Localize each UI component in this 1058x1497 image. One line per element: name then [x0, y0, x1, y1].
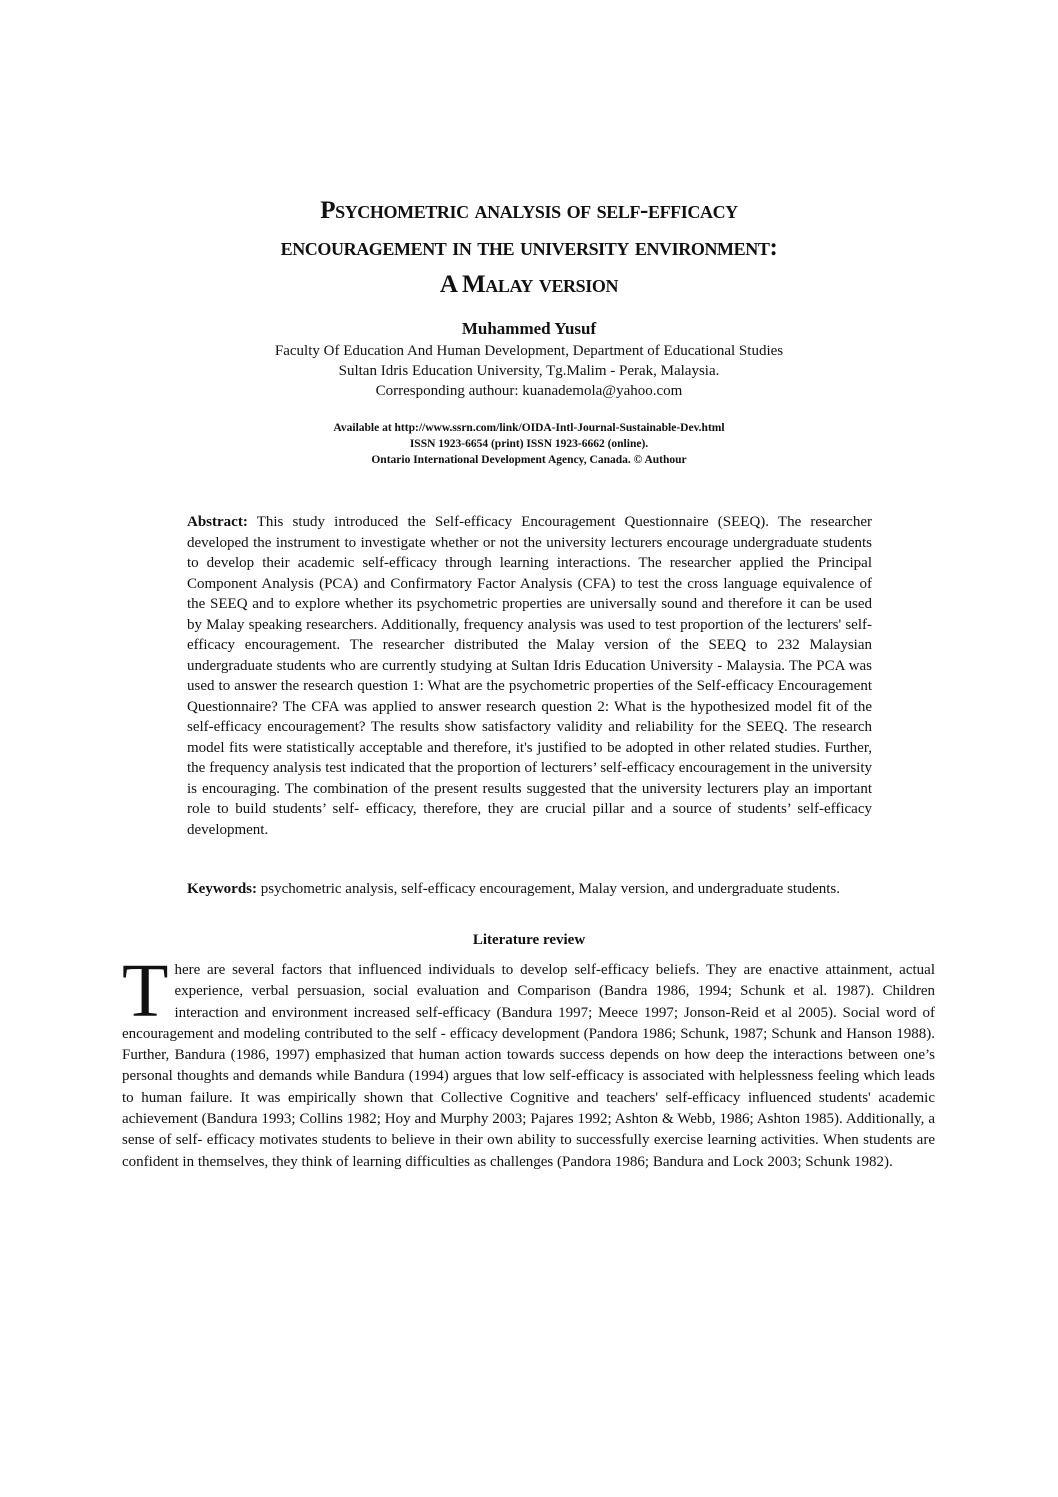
corresponding-author: Corresponding authour: kuanademola@yahoo.com [375, 383, 683, 399]
literature-review-text: here are several factors that influenced individuals to develop self-efficacy beliefs. They are enactive attainment, actual experience, verbal persuasion, social evaluation and Comparison (Bandra 1986, 1994; Schunk et al. 1987). Children interaction and environment increased self-efficacy (Bandura 1997; Meece 1997; Jonson-Reid et al 2005). Social word of encouragement and modeling contributed to the self - efficacy development (Pandora 1986; Schunk, 1987; Schunk and Hanson 1988). Further, Bandura (1986, 1997) emphasized that human action towards success depends on how deep the interactions between one’s personal thoughts and demands while Bandura (1994) argues that low self-efficacy is associated with helplessness feeling which leads to human failure. It was empirically shown that Collective Cognitive and teachers' self-efficacy influenced students' academic achievement (Bandura 1993; Collins 1982; Hoy and Murphy 2003; Pajares 1992; Ashton & Webb, 1986; Ashton 1985). Additionally, a sense of self- efficacy motivates students to believe in their own ability to successfully exercise learning activities. When students are confident in themselves, they think of learning difficulties as challenges (Pandora 1986; Bandura and Lock 2003; Schunk 1982). [122, 962, 935, 1170]
publication-info [0, 420, 1058, 468]
author-name: Muhammed Yusuf [461, 319, 597, 338]
keywords [187, 879, 872, 900]
keywords-label: Keywords: [187, 881, 257, 897]
abstract-text: This study introduced the Self-efficacy Encouragement Questionnaire (SEEQ). The researcher developed the instrument to investigate whether or not the university lecturers encourage undergraduate students to develop their academic self-efficacy through learning interactions. The researcher applied the Principal Component Analysis (PCA) and Confirmatory Factor Analysis (CFA) to test the cross language equivalence of the SEEQ and to explore whether its psychometric properties are universally sound and therefore it can be used by Malay speaking researchers. Additionally, frequency analysis was used to test proportion of the lecturers' self-efficacy encouragement. The researcher distributed the Malay version of the SEEQ to 232 Malaysian undergraduate students who are currently studying at Sultan Idris Education University - Malaysia. The PCA was used to answer the research question 1: What are the psychometric properties of the Self-efficacy Encouragement Questionnaire? The CFA was applied to answer research question 2: What is the hypothesized model fit of the self-efficacy encouragement? The results show satisfactory validity and reliability for the SEEQ. The research model fits were statistically acceptable and therefore, it's justified to be adopted in other related studies. Further, the frequency analysis test indicated that the proportion of lecturers’ self-efficacy encouragement in the university is encouraging. The combination of the present results suggested that the university lecturers play an important role to build students’ self- efficacy, therefore, they are crucial pillar and a source of students’ self-efficacy development. [187, 514, 872, 838]
drop-cap: T [122, 949, 169, 1033]
abstract-label: Abstract: [187, 514, 248, 530]
title-line-1: Psychometric analysis of self-efficacy [320, 197, 738, 224]
affiliation-faculty: Faculty Of Education And Human Development, Department of Educational Studies [274, 343, 784, 359]
abstract [187, 512, 872, 840]
issn-line: ISSN 1923-6654 (print) ISSN 1923-6662 (online). [409, 438, 649, 450]
availability-line: Available at http://www.ssrn.com/link/OIDA-Intl-Journal-Sustainable-Dev.html [333, 422, 725, 434]
title-line-2: encouragement in the university environment: [280, 234, 778, 261]
keywords-text: psychometric analysis, self-efficacy encouragement, Malay version, and undergraduate students. [257, 881, 840, 897]
author-affiliation [0, 341, 1058, 401]
affiliation-university: Sultan Idris Education University, Tg.Malim - Perak, Malaysia. [338, 363, 720, 379]
paper-title [120, 192, 938, 303]
title-line-3: A Malay version [439, 271, 619, 298]
publisher-line: Ontario International Development Agency, Canada. © Authour [371, 454, 687, 466]
literature-review-body [122, 949, 935, 1173]
section-heading-literature-review: Literature review [472, 932, 586, 948]
